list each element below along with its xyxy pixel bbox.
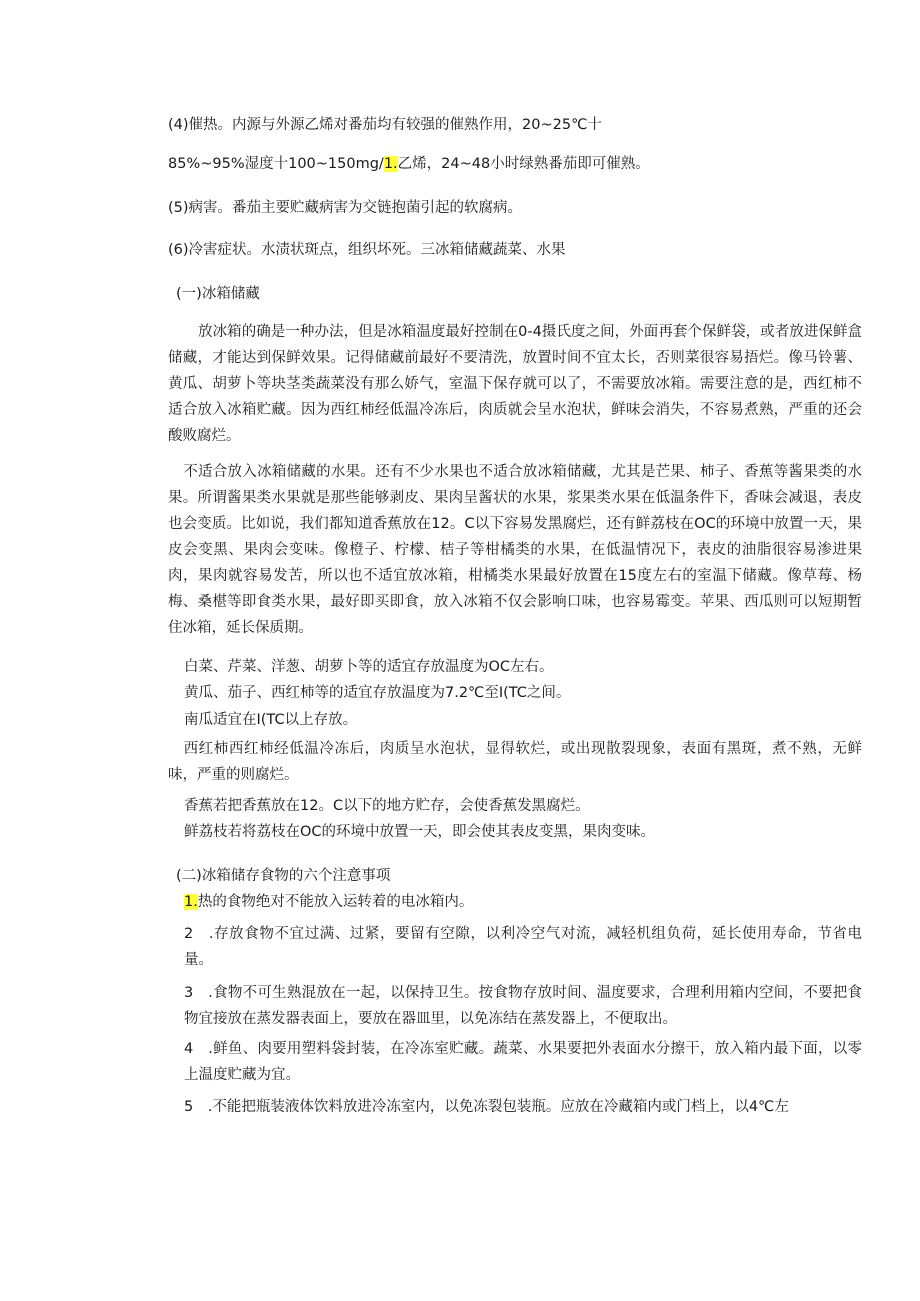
- section-heading-two: (二)冰箱储存食物的六个注意事项: [176, 868, 391, 884]
- paragraph-banana: 香蕉若把香蕉放在12。C以下的地方贮存，会使香蕉发黑腐烂。: [184, 798, 590, 814]
- paragraph-text: 放冰箱的确是一种办法，但是冰箱温度最好控制在0-4摄氏度之间，外面再套个保鲜袋，或者放进保鲜盒储藏，才能达到保鲜效果。记得储藏前最好不要清洗，放置时间不宜太长，否则菜很容易捂烂。像马铃薯、黄瓜、胡萝卜等块茎类蔬菜没有那么娇气，室温下保存就可以了，不需要放冰箱。需要注意的是，西红柿不适合放入冰箱贮藏。因为西红柿经低温冷冻后，肉质就会呈水泡状，鲜味会消失，不容易煮熟，严重的还会酸败腐烂。: [168, 324, 862, 444]
- section-heading-one: (一)冰箱储藏: [176, 286, 260, 302]
- tomato-item-4-line1: (4)催热。内源与外源乙烯对番茄均有较强的催熟作用，20~25℃十: [168, 117, 602, 133]
- paragraph-fridge-fruits: [168, 459, 862, 641]
- notice-item-1: [184, 892, 473, 912]
- storage-temp-cucumber: 黄瓜、茄子、西红柿等的适宜存放温度为7.2℃至I(TC之间。: [184, 685, 571, 701]
- paragraph-text: 西红柿西红柿经低温冷冻后，肉质呈水泡状，显得软烂，或出现散裂现象，表面有黑斑，煮不熟，无鲜味，严重的则腐烂。: [168, 741, 862, 783]
- notice-item-4: 4 .鲜鱼、肉要用塑料袋封装，在冷冻室贮藏。蔬菜、水果要把外表面水分擦干，放入箱内最下面，以零上温度贮藏为宜。: [184, 1041, 862, 1083]
- notice-item-2: 2 .存放食物不宜过满、过紧，要留有空隙，以利冷空气对流，减轻机组负荷，延长使用寿命，节省电量。: [184, 926, 862, 968]
- paragraph-lychee: 鲜荔枝若将荔枝在OC的环境中放置一天，即会使其表皮变黑，果肉变味。: [184, 824, 656, 840]
- paragraph-tomato-cold: [168, 736, 862, 788]
- storage-temp-pumpkin: 南瓜适宜在I(TC以上存放。: [184, 712, 358, 728]
- highlight-mark: 1.: [383, 156, 398, 172]
- paragraph-fridge-vegetables: [168, 319, 862, 449]
- notice-item-1-text: 热的食物绝对不能放入运转着的电冰箱内。: [197, 894, 474, 910]
- tomato-item-4-line2: [168, 154, 650, 174]
- notice-item-3: 3 .食物不可生熟混放在一起，以保持卫生。按食物存放时间、温度要求，合理利用箱内空间，不要把食物宜接放在蒸发器表面上，要放在器皿里，以免冻结在蒸发器上，不便取出。: [184, 985, 862, 1027]
- tomato-item-6: (6)冷害症状。水渍状斑点，组织坏死。三冰箱储藏蔬菜、水果: [168, 242, 566, 258]
- tomato-item-4-line2-b: 乙烯，24~48小时绿熟番茄即可催熟。: [397, 156, 650, 172]
- notice-item-5: 5 .不能把瓶装液体饮料放进冷冻室内，以免冻裂包装瓶。应放在冷藏箱内或门档上，以4℃左: [184, 1099, 789, 1115]
- storage-temp-cabbage: 白菜、芹菜、洋葱、胡萝卜等的适宜存放温度为OC左右。: [184, 659, 554, 675]
- tomato-item-5: (5)病害。番茄主要贮藏病害为交链抱菌引起的软腐病。: [168, 200, 523, 216]
- paragraph-text: 不适合放入冰箱储藏的水果。还有不少水果也不适合放冰箱储藏，尤其是芒果、柿子、香蕉等酱果类的水果。所谓酱果类水果就是那些能够剥皮、果肉呈酱状的水果，浆果类水果在低温条件下，香味会减退，表皮也会变质。比如说，我们都知道香蕉放在12。C以下容易发黑腐烂，还有鲜荔枝在OC的环境中放置一天，果皮会变黑、果肉会变味。像橙子、柠檬、桔子等柑橘类的水果，在低温情况下，表皮的油脂很容易渗进果肉，果肉就容易发苦，所以也不适宜放冰箱，柑橘类水果最好放置在15度左右的室温下储藏。像草莓、杨梅、桑椹等即食类水果，最好即买即食，放入冰箱不仅会影响口味，也容易霉变。苹果、西瓜则可以短期暂住冰箱，延长保质期。: [168, 464, 862, 636]
- tomato-item-4-line2-a: 85%~95%湿度十100~150mg/: [168, 156, 384, 172]
- highlight-mark: 1.: [184, 894, 198, 910]
